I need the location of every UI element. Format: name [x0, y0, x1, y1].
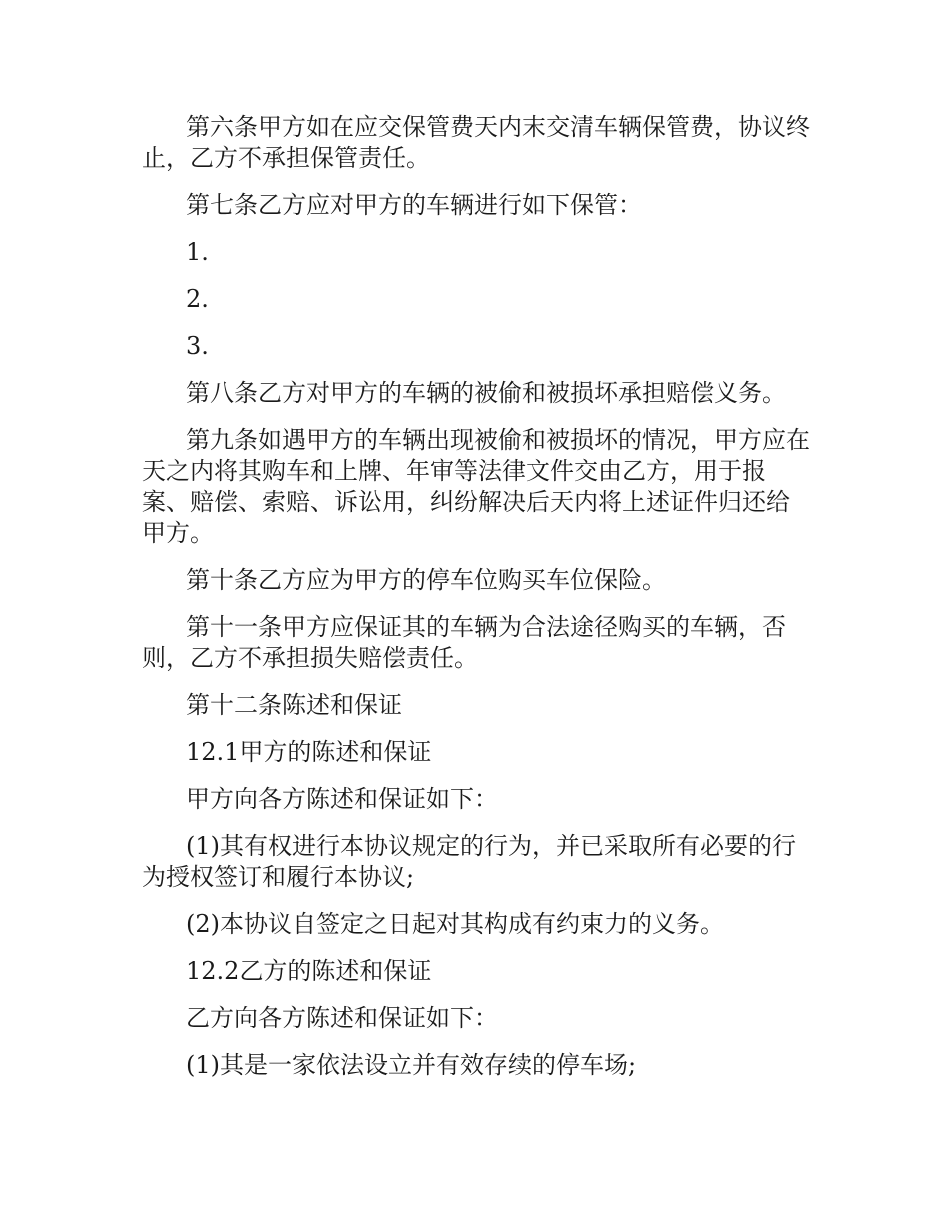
list-item-2: 2.	[186, 285, 209, 313]
paragraph-article-11: 第十一条甲方应保证其的车辆为合法途径购买的车辆，否则，乙方不承担损失赔偿责任。	[142, 613, 786, 672]
document-page	[142, 112, 810, 1097]
paragraph-article-10: 第十条乙方应为甲方的停车位购买车位保险。	[186, 566, 666, 594]
paragraph-article-9: 第九条如遇甲方的车辆出现被偷和被损坏的情况，甲方应在天之内将其购车和上牌、年审等法律文件交由乙方，用于报案、赔偿、索赔、诉讼用，纠纷解决后天内将上述证件归还给甲方。	[142, 426, 810, 547]
paragraph-party-b-item-1: (1)其是一家依法设立并有效存续的停车场;	[186, 1051, 637, 1079]
paragraph-article-8: 第八条乙方对甲方的车辆的被偷和被损坏承担赔偿义务。	[186, 379, 786, 407]
paragraph-party-a-item-1: (1)其有权进行本协议规定的行为，并已采取所有必要的行为授权签订和履行本协议;	[142, 832, 796, 891]
list-item-3: 3.	[186, 332, 209, 360]
paragraph-article-7: 第七条乙方应对甲方的车辆进行如下保管：	[186, 191, 642, 219]
paragraph-party-b-intro: 乙方向各方陈述和保证如下：	[186, 1004, 498, 1032]
list-item-1: 1.	[186, 238, 209, 266]
paragraph-article-6: 第六条甲方如在应交保管费天内末交清车辆保管费，协议终止，乙方不承担保管责任。	[142, 113, 810, 172]
paragraph-party-a-intro: 甲方向各方陈述和保证如下：	[186, 785, 498, 813]
paragraph-article-12-heading: 第十二条陈述和保证	[186, 691, 402, 719]
section-12-2-heading: 12.2乙方的陈述和保证	[186, 957, 432, 985]
paragraph-party-a-item-2: (2)本协议自签定之日起对其构成有约束力的义务。	[186, 910, 724, 938]
section-12-1-heading: 12.1甲方的陈述和保证	[186, 738, 432, 766]
